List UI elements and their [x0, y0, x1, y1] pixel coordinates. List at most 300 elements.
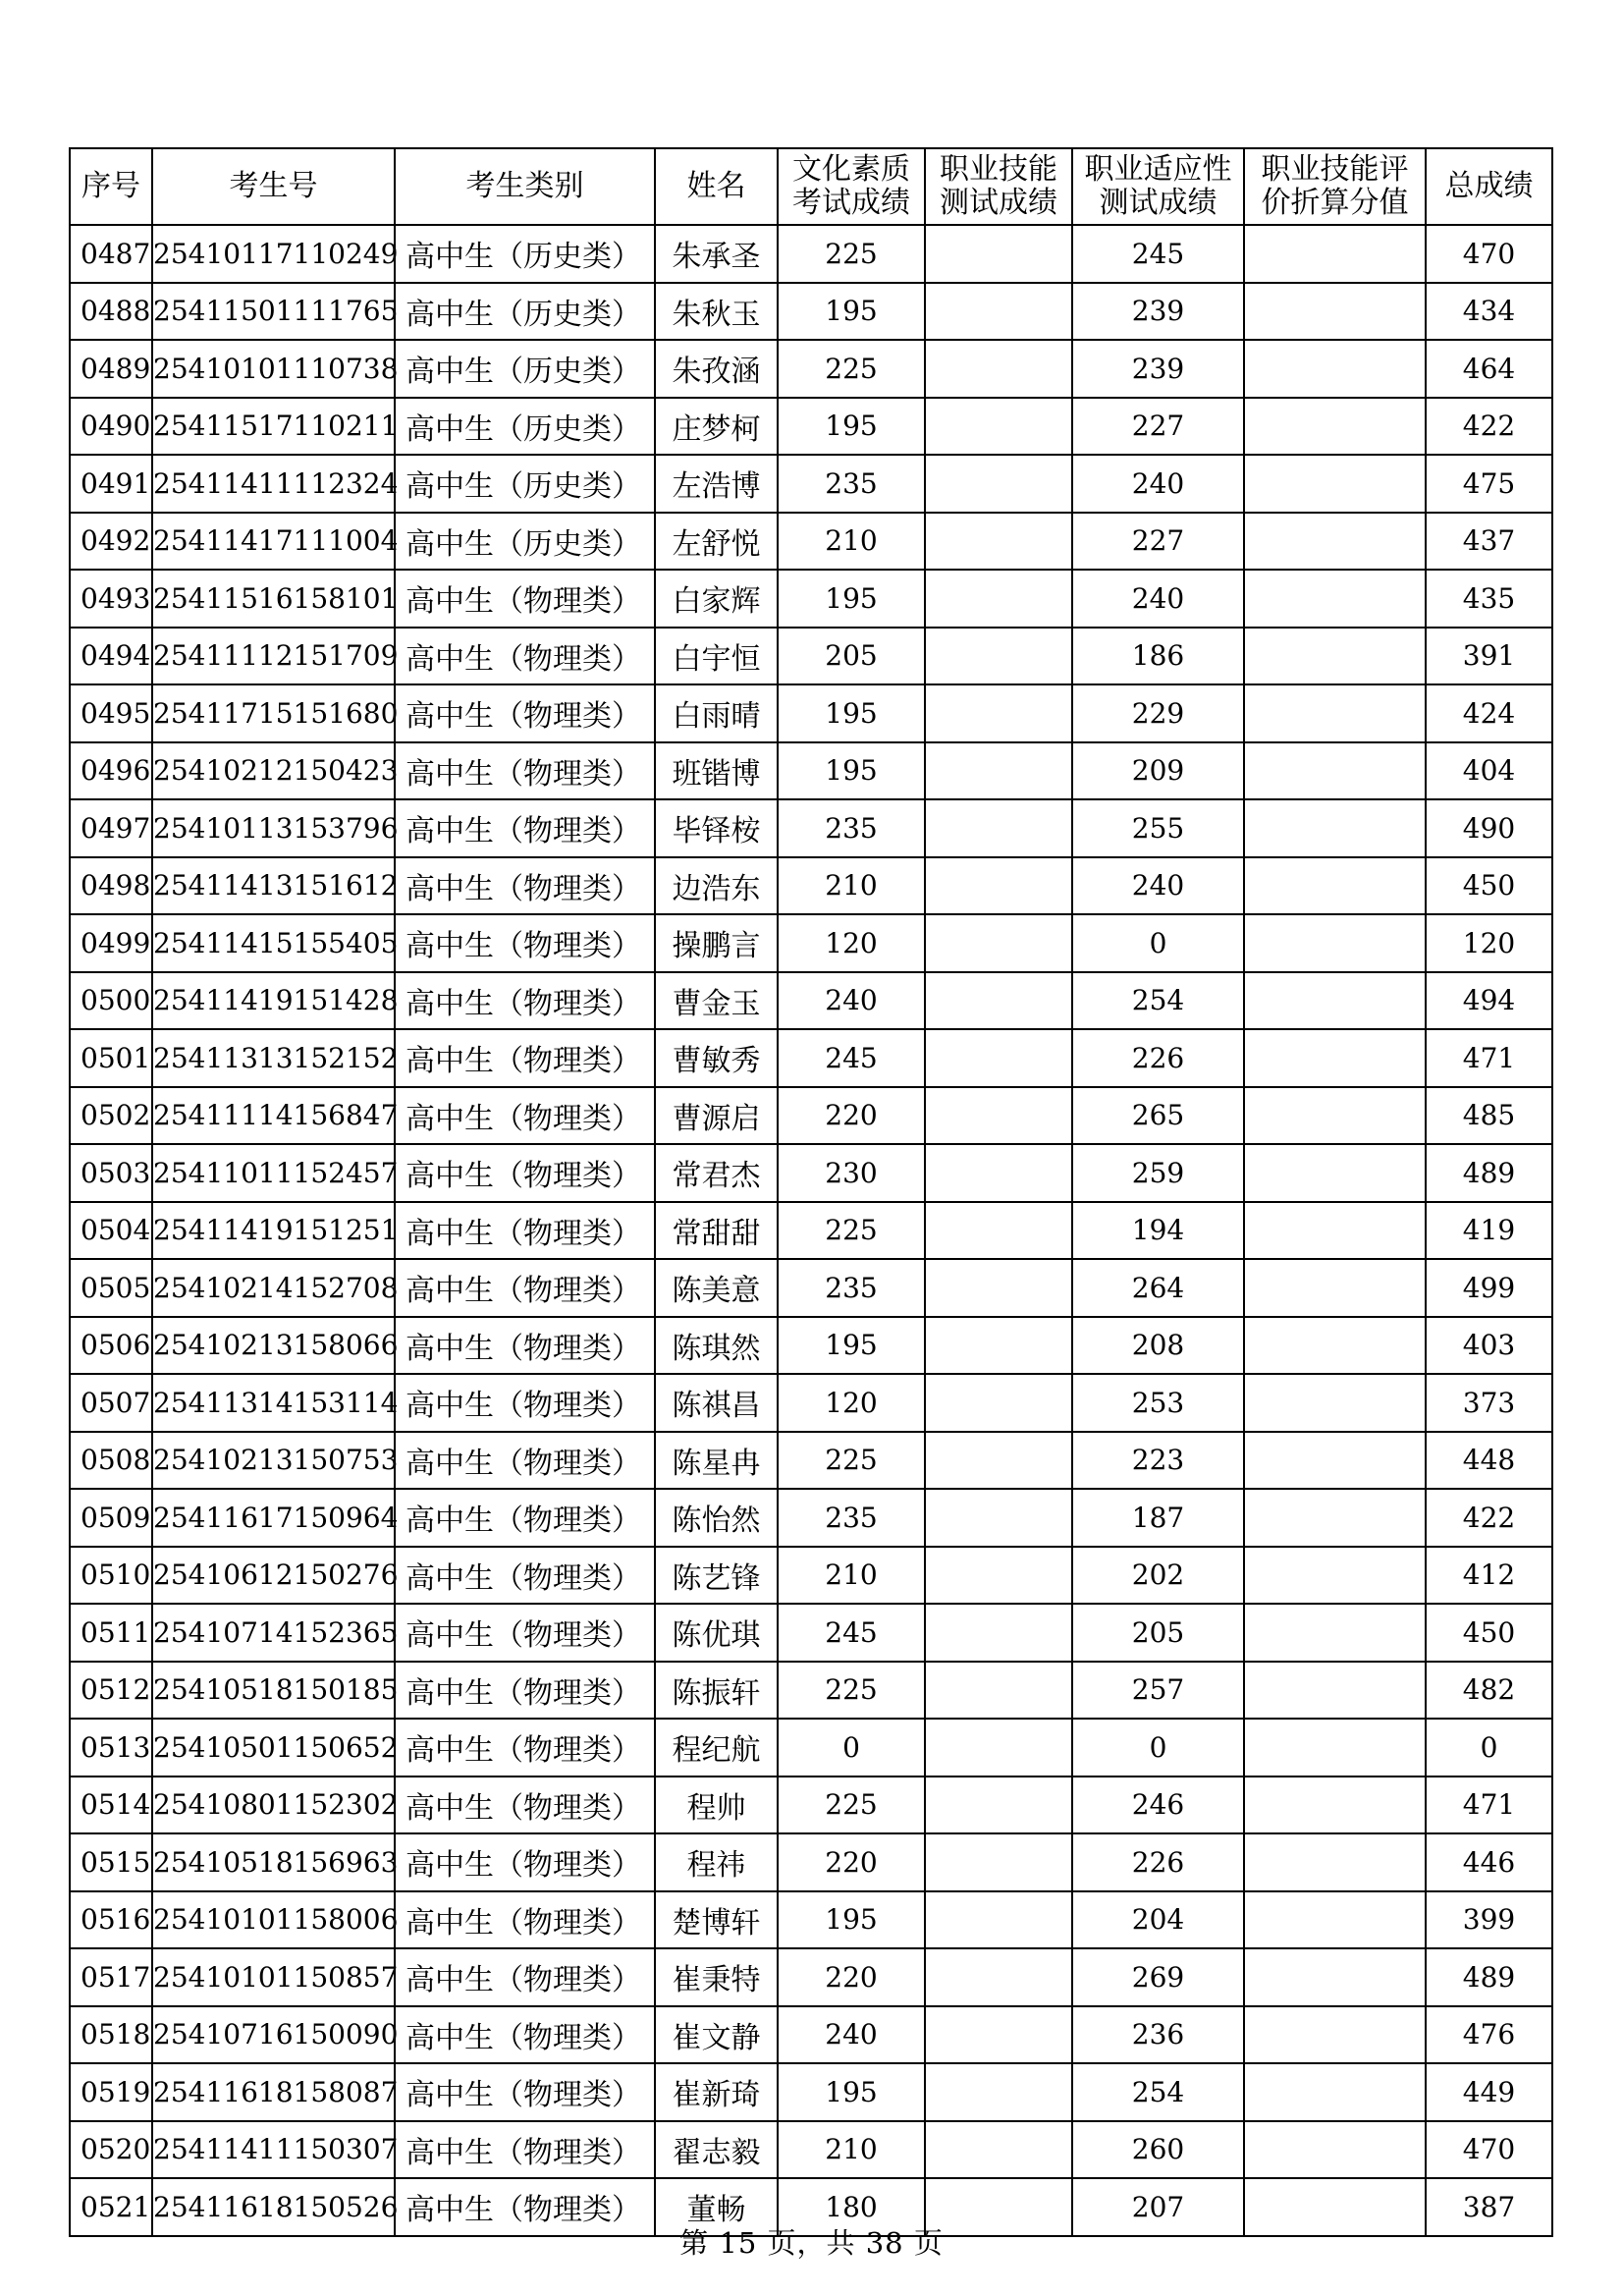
cell-total: 471 [1426, 1029, 1552, 1087]
cell-adapt-score: 227 [1072, 513, 1244, 571]
table-row [70, 1087, 1552, 1145]
header-eval-score [1244, 148, 1426, 225]
cell-eval-score [1244, 1662, 1426, 1720]
cell-total: 434 [1426, 283, 1552, 341]
table-row [70, 1891, 1552, 1949]
cell-eval-score [1244, 1432, 1426, 1490]
cell-skill-score [925, 1202, 1072, 1260]
table-row [70, 742, 1552, 800]
cell-seq: 0518 [70, 2006, 152, 2064]
cell-skill-score [925, 1317, 1072, 1375]
cell-culture-score: 220 [778, 1087, 925, 1145]
table-row [70, 1777, 1552, 1834]
header-exam-no: 考生号 [152, 148, 395, 225]
cell-total: 450 [1426, 1604, 1552, 1662]
cell-seq: 0489 [70, 340, 152, 398]
cell-total: 424 [1426, 684, 1552, 742]
cell-adapt-score: 194 [1072, 1202, 1244, 1260]
cell-eval-score [1244, 1374, 1426, 1432]
cell-total: 482 [1426, 1662, 1552, 1720]
cell-total: 373 [1426, 1374, 1552, 1432]
cell-eval-score [1244, 799, 1426, 857]
cell-skill-score [925, 1719, 1072, 1777]
cell-exam-no: 25410101150857 [152, 1948, 395, 2006]
cell-total: 490 [1426, 799, 1552, 857]
cell-exam-no: 25410213158066 [152, 1317, 395, 1375]
cell-exam-no: 25410101158006 [152, 1891, 395, 1949]
cell-eval-score [1244, 398, 1426, 456]
cell-seq: 0504 [70, 1202, 152, 1260]
cell-eval-score [1244, 742, 1426, 800]
cell-seq: 0487 [70, 225, 152, 283]
table-row [70, 1604, 1552, 1662]
cell-exam-no: 25411011152457 [152, 1144, 395, 1202]
cell-adapt-score: 204 [1072, 1891, 1244, 1949]
cell-exam-no: 25411517110211 [152, 398, 395, 456]
cell-seq: 0496 [70, 742, 152, 800]
cell-seq: 0519 [70, 2063, 152, 2121]
cell-total: 387 [1426, 2178, 1552, 2236]
cell-name: 陈美意 [655, 1259, 778, 1317]
table-row [70, 1719, 1552, 1777]
cell-culture-score: 120 [778, 1374, 925, 1432]
cell-eval-score [1244, 1317, 1426, 1375]
cell-culture-score: 235 [778, 799, 925, 857]
cell-culture-score: 195 [778, 570, 925, 628]
cell-total: 489 [1426, 1948, 1552, 2006]
cell-eval-score [1244, 2063, 1426, 2121]
cell-eval-score [1244, 1547, 1426, 1605]
cell-adapt-score: 236 [1072, 2006, 1244, 2064]
cell-adapt-score: 260 [1072, 2121, 1244, 2179]
cell-total: 489 [1426, 1144, 1552, 1202]
cell-name: 崔文静 [655, 2006, 778, 2064]
cell-culture-score: 245 [778, 1604, 925, 1662]
cell-total: 450 [1426, 857, 1552, 915]
cell-category: 高中生（物理类） [395, 742, 655, 800]
header-category: 考生类别 [395, 148, 655, 225]
cell-category: 高中生（物理类） [395, 1719, 655, 1777]
cell-eval-score [1244, 2121, 1426, 2179]
cell-name: 左浩博 [655, 455, 778, 513]
cell-category: 高中生（物理类） [395, 1948, 655, 2006]
cell-category: 高中生（物理类） [395, 2178, 655, 2236]
cell-exam-no: 25411419151428 [152, 972, 395, 1030]
cell-culture-score: 225 [778, 1202, 925, 1260]
cell-exam-no: 25411411112324 [152, 455, 395, 513]
cell-category: 高中生（物理类） [395, 1259, 655, 1317]
cell-name: 曹金玉 [655, 972, 778, 1030]
cell-seq: 0508 [70, 1432, 152, 1490]
table-row [70, 2121, 1552, 2179]
cell-seq: 0521 [70, 2178, 152, 2236]
cell-total: 449 [1426, 2063, 1552, 2121]
cell-culture-score: 225 [778, 225, 925, 283]
table-row [70, 1144, 1552, 1202]
cell-exam-no: 25411501111765 [152, 283, 395, 341]
header-eval-line2: 价折算分值 [1261, 186, 1409, 220]
table-row [70, 1374, 1552, 1432]
cell-adapt-score: 264 [1072, 1259, 1244, 1317]
cell-category: 高中生（物理类） [395, 914, 655, 972]
header-adapt-line2: 测试成绩 [1099, 186, 1217, 220]
cell-name: 朱孜涵 [655, 340, 778, 398]
cell-category: 高中生（物理类） [395, 1833, 655, 1891]
cell-eval-score [1244, 340, 1426, 398]
cell-total: 412 [1426, 1547, 1552, 1605]
cell-name: 崔新琦 [655, 2063, 778, 2121]
cell-exam-no: 25410501150652 [152, 1719, 395, 1777]
cell-skill-score [925, 1948, 1072, 2006]
cell-exam-no: 25411618158087 [152, 2063, 395, 2121]
cell-skill-score [925, 225, 1072, 283]
cell-total: 499 [1426, 1259, 1552, 1317]
cell-category: 高中生（物理类） [395, 2121, 655, 2179]
cell-adapt-score: 255 [1072, 799, 1244, 857]
table-row [70, 1259, 1552, 1317]
cell-seq: 0506 [70, 1317, 152, 1375]
cell-total: 475 [1426, 455, 1552, 513]
cell-seq: 0515 [70, 1833, 152, 1891]
cell-name: 班锴博 [655, 742, 778, 800]
cell-total: 419 [1426, 1202, 1552, 1260]
cell-skill-score [925, 1489, 1072, 1547]
cell-eval-score [1244, 455, 1426, 513]
cell-skill-score [925, 455, 1072, 513]
cell-name: 左舒悦 [655, 513, 778, 571]
header-culture-line1: 文化素质 [792, 152, 910, 187]
cell-category: 高中生（物理类） [395, 628, 655, 685]
cell-culture-score: 210 [778, 2121, 925, 2179]
cell-category: 高中生（物理类） [395, 1891, 655, 1949]
cell-seq: 0491 [70, 455, 152, 513]
cell-seq: 0493 [70, 570, 152, 628]
cell-category: 高中生（历史类） [395, 513, 655, 571]
table-row [70, 857, 1552, 915]
cell-exam-no: 25411313152152 [152, 1029, 395, 1087]
cell-category: 高中生（历史类） [395, 340, 655, 398]
cell-category: 高中生（物理类） [395, 1144, 655, 1202]
cell-culture-score: 245 [778, 1029, 925, 1087]
cell-seq: 0488 [70, 283, 152, 341]
cell-name: 陈星冉 [655, 1432, 778, 1490]
cell-name: 程帅 [655, 1777, 778, 1834]
table-row [70, 283, 1552, 341]
cell-total: 470 [1426, 2121, 1552, 2179]
cell-exam-no: 25411413151612 [152, 857, 395, 915]
cell-skill-score [925, 1374, 1072, 1432]
cell-skill-score [925, 2063, 1072, 2121]
cell-total: 437 [1426, 513, 1552, 571]
cell-exam-no: 25411411150307 [152, 2121, 395, 2179]
cell-adapt-score: 208 [1072, 1317, 1244, 1375]
header-culture-line2: 考试成绩 [792, 186, 910, 220]
cell-eval-score [1244, 1604, 1426, 1662]
cell-exam-no: 25411314153114 [152, 1374, 395, 1432]
cell-skill-score [925, 1087, 1072, 1145]
table-row [70, 1489, 1552, 1547]
cell-name: 翟志毅 [655, 2121, 778, 2179]
table-row [70, 398, 1552, 456]
cell-eval-score [1244, 684, 1426, 742]
cell-culture-score: 205 [778, 628, 925, 685]
cell-culture-score: 195 [778, 742, 925, 800]
cell-eval-score [1244, 1833, 1426, 1891]
cell-culture-score: 210 [778, 513, 925, 571]
cell-category: 高中生（物理类） [395, 972, 655, 1030]
cell-adapt-score: 254 [1072, 2063, 1244, 2121]
cell-eval-score [1244, 2006, 1426, 2064]
table-row [70, 570, 1552, 628]
header-row [70, 148, 1552, 225]
cell-exam-no: 25411114156847 [152, 1087, 395, 1145]
cell-seq: 0499 [70, 914, 152, 972]
table-row [70, 1547, 1552, 1605]
cell-category: 高中生（物理类） [395, 1489, 655, 1547]
cell-name: 朱秋玉 [655, 283, 778, 341]
cell-name: 崔秉特 [655, 1948, 778, 2006]
cell-eval-score [1244, 1202, 1426, 1260]
cell-seq: 0503 [70, 1144, 152, 1202]
cell-eval-score [1244, 1029, 1426, 1087]
cell-eval-score [1244, 1259, 1426, 1317]
cell-seq: 0511 [70, 1604, 152, 1662]
cell-category: 高中生（物理类） [395, 2006, 655, 2064]
cell-adapt-score: 186 [1072, 628, 1244, 685]
table-row [70, 2063, 1552, 2121]
cell-exam-no: 25410113153796 [152, 799, 395, 857]
cell-name: 边浩东 [655, 857, 778, 915]
cell-category: 高中生（历史类） [395, 398, 655, 456]
cell-category: 高中生（物理类） [395, 1662, 655, 1720]
cell-total: 471 [1426, 1777, 1552, 1834]
cell-culture-score: 0 [778, 1719, 925, 1777]
cell-exam-no: 25410714152365 [152, 1604, 395, 1662]
cell-seq: 0520 [70, 2121, 152, 2179]
cell-category: 高中生（物理类） [395, 1317, 655, 1375]
cell-name: 白家辉 [655, 570, 778, 628]
cell-category: 高中生（物理类） [395, 1374, 655, 1432]
cell-culture-score: 195 [778, 283, 925, 341]
table-row [70, 340, 1552, 398]
table-row [70, 684, 1552, 742]
cell-category: 高中生（物理类） [395, 1202, 655, 1260]
cell-total: 399 [1426, 1891, 1552, 1949]
cell-total: 422 [1426, 1489, 1552, 1547]
cell-category: 高中生（物理类） [395, 684, 655, 742]
cell-adapt-score: 257 [1072, 1662, 1244, 1720]
cell-adapt-score: 0 [1072, 1719, 1244, 1777]
cell-category: 高中生（物理类） [395, 2063, 655, 2121]
cell-total: 494 [1426, 972, 1552, 1030]
cell-adapt-score: 240 [1072, 570, 1244, 628]
cell-skill-score [925, 742, 1072, 800]
cell-category: 高中生（物理类） [395, 1547, 655, 1605]
cell-eval-score [1244, 1489, 1426, 1547]
cell-total: 435 [1426, 570, 1552, 628]
cell-skill-score [925, 972, 1072, 1030]
cell-name: 陈艺锋 [655, 1547, 778, 1605]
cell-adapt-score: 240 [1072, 455, 1244, 513]
cell-total: 448 [1426, 1432, 1552, 1490]
cell-total: 476 [1426, 2006, 1552, 2064]
cell-skill-score [925, 1547, 1072, 1605]
cell-exam-no: 25411415155405 [152, 914, 395, 972]
cell-skill-score [925, 2121, 1072, 2179]
cell-total: 404 [1426, 742, 1552, 800]
cell-adapt-score: 265 [1072, 1087, 1244, 1145]
cell-culture-score: 210 [778, 1547, 925, 1605]
table-row [70, 1029, 1552, 1087]
cell-total: 403 [1426, 1317, 1552, 1375]
table-row [70, 513, 1552, 571]
cell-skill-score [925, 398, 1072, 456]
cell-seq: 0492 [70, 513, 152, 571]
page-footer: 第 15 页，共 38 页 [679, 2226, 944, 2260]
cell-adapt-score: 209 [1072, 742, 1244, 800]
cell-culture-score: 240 [778, 972, 925, 1030]
header-adapt-line1: 职业适应性 [1084, 152, 1232, 187]
cell-category: 高中生（历史类） [395, 225, 655, 283]
cell-exam-no: 25411715151680 [152, 684, 395, 742]
cell-adapt-score: 207 [1072, 2178, 1244, 2236]
cell-adapt-score: 229 [1072, 684, 1244, 742]
cell-skill-score [925, 1833, 1072, 1891]
table-row [70, 225, 1552, 283]
cell-skill-score [925, 684, 1072, 742]
cell-seq: 0509 [70, 1489, 152, 1547]
cell-exam-no: 25411419151251 [152, 1202, 395, 1260]
cell-category: 高中生（物理类） [395, 1087, 655, 1145]
cell-name: 陈怡然 [655, 1489, 778, 1547]
cell-name: 朱承圣 [655, 225, 778, 283]
cell-category: 高中生（物理类） [395, 799, 655, 857]
cell-culture-score: 195 [778, 2063, 925, 2121]
table-row [70, 628, 1552, 685]
cell-exam-no: 25410213150753 [152, 1432, 395, 1490]
cell-name: 庄梦柯 [655, 398, 778, 456]
cell-exam-no: 25410214152708 [152, 1259, 395, 1317]
cell-exam-no: 25411617150964 [152, 1489, 395, 1547]
cell-seq: 0517 [70, 1948, 152, 2006]
cell-seq: 0507 [70, 1374, 152, 1432]
cell-seq: 0514 [70, 1777, 152, 1834]
cell-eval-score [1244, 1777, 1426, 1834]
cell-seq: 0498 [70, 857, 152, 915]
cell-adapt-score: 245 [1072, 225, 1244, 283]
cell-name: 陈祺昌 [655, 1374, 778, 1432]
cell-skill-score [925, 283, 1072, 341]
cell-total: 470 [1426, 225, 1552, 283]
cell-adapt-score: 269 [1072, 1948, 1244, 2006]
cell-exam-no: 25411417111004 [152, 513, 395, 571]
cell-culture-score: 235 [778, 1489, 925, 1547]
cell-name: 白宇恒 [655, 628, 778, 685]
cell-adapt-score: 223 [1072, 1432, 1244, 1490]
cell-culture-score: 225 [778, 340, 925, 398]
cell-exam-no: 25410518150185 [152, 1662, 395, 1720]
cell-eval-score [1244, 570, 1426, 628]
cell-culture-score: 225 [778, 1432, 925, 1490]
cell-exam-no: 25411618150526 [152, 2178, 395, 2236]
cell-total: 446 [1426, 1833, 1552, 1891]
table-row [70, 1662, 1552, 1720]
cell-name: 白雨晴 [655, 684, 778, 742]
cell-eval-score [1244, 225, 1426, 283]
cell-culture-score: 195 [778, 1317, 925, 1375]
cell-skill-score [925, 799, 1072, 857]
header-skill-score [925, 148, 1072, 225]
cell-skill-score [925, 1259, 1072, 1317]
cell-skill-score [925, 857, 1072, 915]
cell-eval-score [1244, 857, 1426, 915]
cell-exam-no: 25411516158101 [152, 570, 395, 628]
cell-eval-score [1244, 1087, 1426, 1145]
table-row [70, 2006, 1552, 2064]
cell-exam-no: 25410117110249 [152, 225, 395, 283]
header-eval-line1: 职业技能评 [1261, 152, 1409, 187]
table-row [70, 455, 1552, 513]
cell-seq: 0497 [70, 799, 152, 857]
cell-culture-score: 210 [778, 857, 925, 915]
cell-category: 高中生（物理类） [395, 1777, 655, 1834]
cell-skill-score [925, 1891, 1072, 1949]
table-row [70, 1833, 1552, 1891]
cell-skill-score [925, 1144, 1072, 1202]
cell-adapt-score: 205 [1072, 1604, 1244, 1662]
cell-name: 陈振轩 [655, 1662, 778, 1720]
cell-name: 程纪航 [655, 1719, 778, 1777]
cell-adapt-score: 259 [1072, 1144, 1244, 1202]
cell-culture-score: 230 [778, 1144, 925, 1202]
cell-category: 高中生（物理类） [395, 570, 655, 628]
table-row [70, 1948, 1552, 2006]
cell-adapt-score: 0 [1072, 914, 1244, 972]
cell-name: 楚博轩 [655, 1891, 778, 1949]
cell-culture-score: 120 [778, 914, 925, 972]
table-body [70, 225, 1552, 2236]
cell-name: 程祎 [655, 1833, 778, 1891]
cell-name: 常君杰 [655, 1144, 778, 1202]
cell-skill-score [925, 2006, 1072, 2064]
cell-exam-no: 25410612150276 [152, 1547, 395, 1605]
cell-total: 422 [1426, 398, 1552, 456]
table-row [70, 1202, 1552, 1260]
cell-eval-score [1244, 1948, 1426, 2006]
cell-eval-score [1244, 914, 1426, 972]
cell-culture-score: 235 [778, 455, 925, 513]
cell-adapt-score: 239 [1072, 340, 1244, 398]
cell-name: 董畅 [655, 2178, 778, 2236]
cell-seq: 0502 [70, 1087, 152, 1145]
table-row [70, 1317, 1552, 1375]
cell-eval-score [1244, 283, 1426, 341]
cell-seq: 0513 [70, 1719, 152, 1777]
cell-exam-no: 25410716150090 [152, 2006, 395, 2064]
header-skill-line1: 职业技能 [940, 152, 1057, 187]
cell-culture-score: 240 [778, 2006, 925, 2064]
cell-eval-score [1244, 1719, 1426, 1777]
cell-total: 391 [1426, 628, 1552, 685]
cell-skill-score [925, 1777, 1072, 1834]
cell-exam-no: 25410518156963 [152, 1833, 395, 1891]
cell-adapt-score: 202 [1072, 1547, 1244, 1605]
cell-category: 高中生（物理类） [395, 1432, 655, 1490]
cell-total: 485 [1426, 1087, 1552, 1145]
header-skill-line2: 测试成绩 [940, 186, 1057, 220]
cell-culture-score: 220 [778, 1948, 925, 2006]
cell-skill-score [925, 1662, 1072, 1720]
